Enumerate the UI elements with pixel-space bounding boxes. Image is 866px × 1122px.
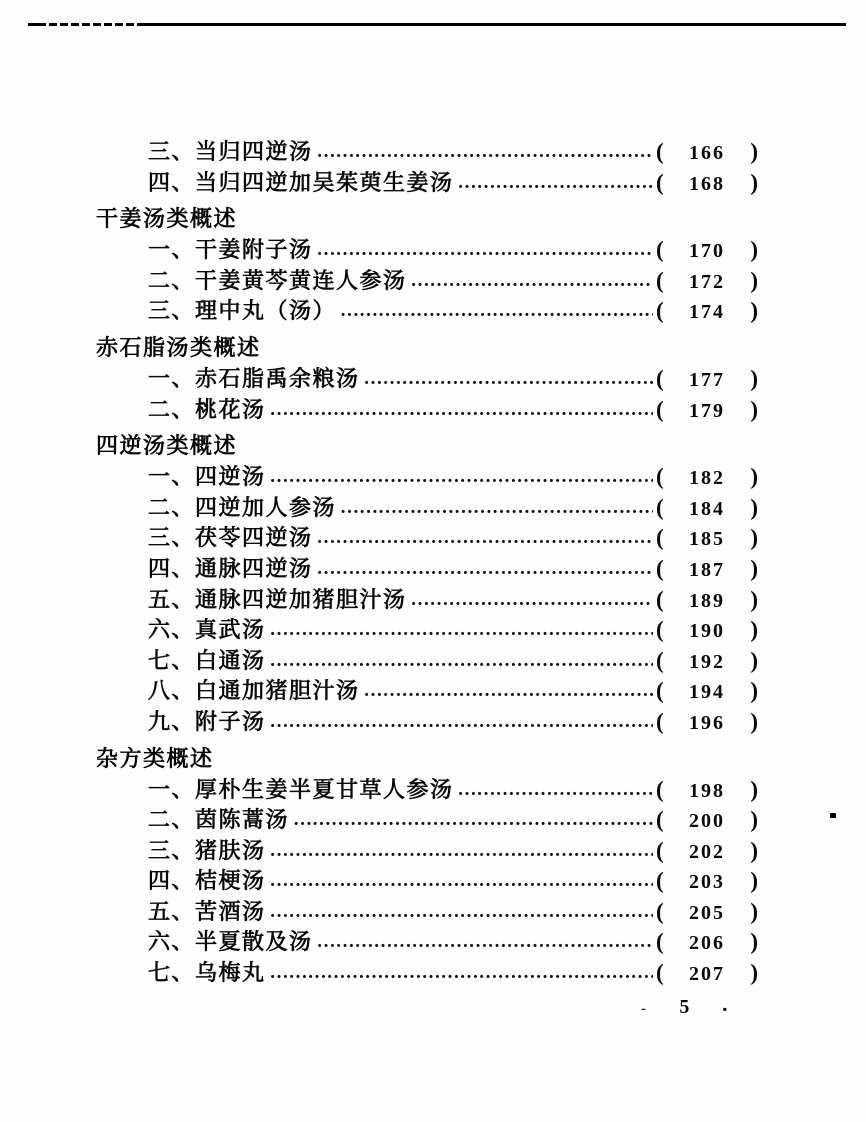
page-value: 189: [689, 589, 725, 612]
toc-entry-title: 六、真武汤: [148, 617, 266, 643]
dot-leader: [364, 362, 653, 395]
toc-entry-title: 四、桔梗汤: [148, 868, 266, 894]
toc-entry-page: [656, 137, 758, 169]
paren-close-glyph: ): [750, 525, 758, 551]
toc-entry: [148, 462, 758, 493]
paren-open-glyph: (: [656, 678, 664, 704]
toc-entry: [148, 554, 758, 585]
paren-close-glyph: ): [750, 868, 758, 894]
toc-entry-title: 一、赤石脂禹余粮汤: [148, 365, 360, 391]
page-footer: [641, 997, 727, 1020]
page-value: 206: [689, 932, 725, 955]
dot-leader: [270, 705, 653, 738]
paren-open-glyph: (: [656, 169, 664, 195]
paren-open-glyph: (: [656, 929, 664, 955]
page-value: 190: [689, 620, 725, 643]
toc-entry-title: 二、四逆加人参汤: [148, 494, 337, 520]
paren-open-glyph: (: [656, 555, 664, 581]
paren-close-glyph: ): [750, 617, 758, 643]
table-of-contents: [96, 137, 758, 989]
dot-leader: [458, 166, 653, 199]
paren-open-glyph: (: [656, 837, 664, 863]
toc-entry: [148, 296, 758, 327]
paren-close-glyph: ): [750, 267, 758, 293]
toc-entry-title: 三、理中丸（汤）: [148, 298, 337, 324]
page-value: 179: [689, 399, 725, 422]
toc-entry-page: [656, 927, 758, 959]
page-value: 182: [689, 467, 725, 490]
ink-speck: [830, 813, 836, 818]
page-value: 172: [689, 270, 725, 293]
toc-entry-title: 二、茵陈蒿汤: [148, 807, 290, 833]
paren-open-glyph: (: [656, 237, 664, 263]
dot-leader: [411, 583, 653, 616]
toc-section-heading: 赤石脂汤类概述: [96, 335, 261, 361]
toc-section-heading: 四逆汤类概述: [96, 434, 238, 460]
toc-entry-page: [656, 554, 758, 586]
paren-open-glyph: (: [656, 960, 664, 986]
page-value: 196: [689, 711, 725, 734]
paren-open-glyph: (: [656, 139, 664, 164]
paren-close-glyph: ): [750, 678, 758, 704]
toc-entry-page: [656, 646, 758, 678]
toc-entry: [148, 775, 758, 806]
page-number: 5: [679, 996, 690, 1018]
dot-leader: [458, 773, 653, 806]
toc-entry: [148, 836, 758, 867]
dot-leader: [340, 491, 653, 524]
footer-left-mark: -: [641, 1000, 646, 1017]
toc-entry-page: [656, 615, 758, 647]
toc-entry-title: 一、干姜附子汤: [148, 237, 313, 263]
toc-entry: [148, 523, 758, 554]
toc-entry-title: 七、乌梅丸: [148, 960, 266, 986]
toc-entry-title: 一、四逆汤: [148, 464, 266, 490]
paren-close-glyph: ): [750, 960, 758, 986]
toc-entry-page: [656, 707, 758, 739]
toc-entry: [148, 493, 758, 524]
toc-entry: [148, 927, 758, 958]
scan-edge-dashes: [46, 23, 142, 26]
dot-leader: [317, 135, 653, 168]
toc-entry-title: 三、猪肤汤: [148, 837, 266, 863]
toc-entry-title: 六、半夏散及汤: [148, 929, 313, 955]
paren-close-glyph: ): [750, 298, 758, 324]
page-value: 177: [689, 368, 725, 391]
paren-close-glyph: ): [750, 396, 758, 422]
paren-open-glyph: (: [656, 708, 664, 734]
paren-close-glyph: ): [750, 708, 758, 734]
paren-open-glyph: (: [656, 898, 664, 924]
page-value: 198: [689, 779, 725, 802]
paren-open-glyph: (: [656, 647, 664, 673]
page-value: 192: [689, 650, 725, 673]
toc-entry: [148, 897, 758, 928]
toc-entry-title: 三、当归四逆汤: [148, 139, 313, 164]
dot-leader: [340, 294, 653, 327]
toc-entry-page: [656, 168, 758, 200]
paren-close-glyph: ): [750, 237, 758, 263]
paren-open-glyph: (: [656, 365, 664, 391]
toc-entry: [148, 235, 758, 266]
paren-open-glyph: (: [656, 267, 664, 293]
toc-entry-page: [656, 266, 758, 298]
paren-close-glyph: ): [750, 929, 758, 955]
page-value: 184: [689, 497, 725, 520]
dot-leader: [270, 613, 653, 646]
toc-section-heading: 杂方类概述: [96, 746, 214, 772]
paren-close-glyph: ): [750, 807, 758, 833]
paren-open-glyph: (: [656, 525, 664, 551]
toc-entry: [148, 364, 758, 395]
page-value: 174: [689, 301, 725, 324]
dot-leader: [270, 895, 653, 928]
dot-leader: [293, 803, 653, 836]
dot-leader: [411, 264, 653, 297]
toc-entry: [148, 168, 758, 199]
page-value: 166: [689, 142, 725, 164]
page-value: 168: [689, 172, 725, 195]
paren-open-glyph: (: [656, 298, 664, 324]
paren-open-glyph: (: [656, 868, 664, 894]
toc-entry-title: 七、白通汤: [148, 647, 266, 673]
toc-entry: [148, 676, 758, 707]
paren-open-glyph: (: [656, 617, 664, 643]
scan-edge-line: [28, 23, 846, 26]
page-value: 207: [689, 963, 725, 986]
toc-entry-page: [656, 958, 758, 990]
toc-entry: [148, 395, 758, 426]
page-value: 202: [689, 840, 725, 863]
paren-open-glyph: (: [656, 396, 664, 422]
dot-leader: [270, 460, 653, 493]
toc-entry: [148, 615, 758, 646]
toc-entry-page: [656, 235, 758, 267]
paren-close-glyph: ): [750, 464, 758, 490]
toc-entry-page: [656, 836, 758, 868]
toc-entry-page: [656, 395, 758, 427]
toc-entry-page: [656, 364, 758, 396]
dot-leader: [270, 864, 653, 897]
toc-entry: [148, 585, 758, 616]
toc-entry-title: 一、厚朴生姜半夏甘草人参汤: [148, 776, 454, 802]
paren-close-glyph: ): [750, 139, 758, 164]
paren-close-glyph: ): [750, 776, 758, 802]
dot-leader: [317, 552, 653, 585]
paren-close-glyph: ): [750, 169, 758, 195]
dot-leader: [270, 644, 653, 677]
toc-entry-page: [656, 585, 758, 617]
page-value: 194: [689, 681, 725, 704]
toc-entry-page: [656, 866, 758, 898]
page-value: 187: [689, 558, 725, 581]
paren-close-glyph: ): [750, 586, 758, 612]
toc-entry-title: 二、桃花汤: [148, 396, 266, 422]
paren-close-glyph: ): [750, 365, 758, 391]
page-value: 200: [689, 810, 725, 833]
dot-leader: [317, 925, 653, 958]
toc-entry-title: 三、茯苓四逆汤: [148, 525, 313, 551]
toc-entry-page: [656, 805, 758, 837]
toc-entry-page: [656, 775, 758, 807]
page-value: 185: [689, 528, 725, 551]
dot-leader: [317, 521, 653, 554]
page-value: 203: [689, 871, 725, 894]
toc-entry-title: 四、当归四逆加吴茱萸生姜汤: [148, 169, 454, 195]
toc-entry: [148, 137, 758, 168]
footer-right-mark: ▪: [722, 1001, 727, 1016]
paren-open-glyph: (: [656, 586, 664, 612]
paren-open-glyph: (: [656, 807, 664, 833]
toc-entry-title: 五、通脉四逆加猪胆汁汤: [148, 586, 407, 612]
paren-open-glyph: (: [656, 494, 664, 520]
dot-leader: [364, 674, 653, 707]
toc-entry: [148, 866, 758, 897]
toc-entry-page: [656, 676, 758, 708]
paren-close-glyph: ): [750, 555, 758, 581]
page-value: 205: [689, 901, 725, 924]
paren-close-glyph: ): [750, 494, 758, 520]
paren-close-glyph: ): [750, 647, 758, 673]
paren-close-glyph: ): [750, 898, 758, 924]
dot-leader: [317, 233, 653, 266]
toc-entry: [148, 266, 758, 297]
toc-entry: [148, 646, 758, 677]
paren-open-glyph: (: [656, 776, 664, 802]
page-value: 170: [689, 240, 725, 263]
toc-entry: [148, 805, 758, 836]
toc-entry-page: [656, 462, 758, 494]
toc-entry-page: [656, 493, 758, 525]
toc-entry-title: 四、通脉四逆汤: [148, 555, 313, 581]
toc-entry-title: 九、附子汤: [148, 708, 266, 734]
toc-entry-title: 二、干姜黄芩黄连人参汤: [148, 267, 407, 293]
dot-leader: [270, 956, 653, 989]
dot-leader: [270, 393, 653, 426]
toc-entry: [148, 958, 758, 989]
paren-open-glyph: (: [656, 464, 664, 490]
paren-close-glyph: ): [750, 837, 758, 863]
toc-entry-page: [656, 523, 758, 555]
dot-leader: [270, 834, 653, 867]
toc-entry-page: [656, 897, 758, 929]
toc-entry-title: 八、白通加猪胆汁汤: [148, 678, 360, 704]
toc-section-heading: 干姜汤类概述: [96, 207, 238, 233]
toc-entry: [148, 707, 758, 738]
toc-entry-title: 五、苦酒汤: [148, 898, 266, 924]
toc-entry-page: [656, 296, 758, 328]
